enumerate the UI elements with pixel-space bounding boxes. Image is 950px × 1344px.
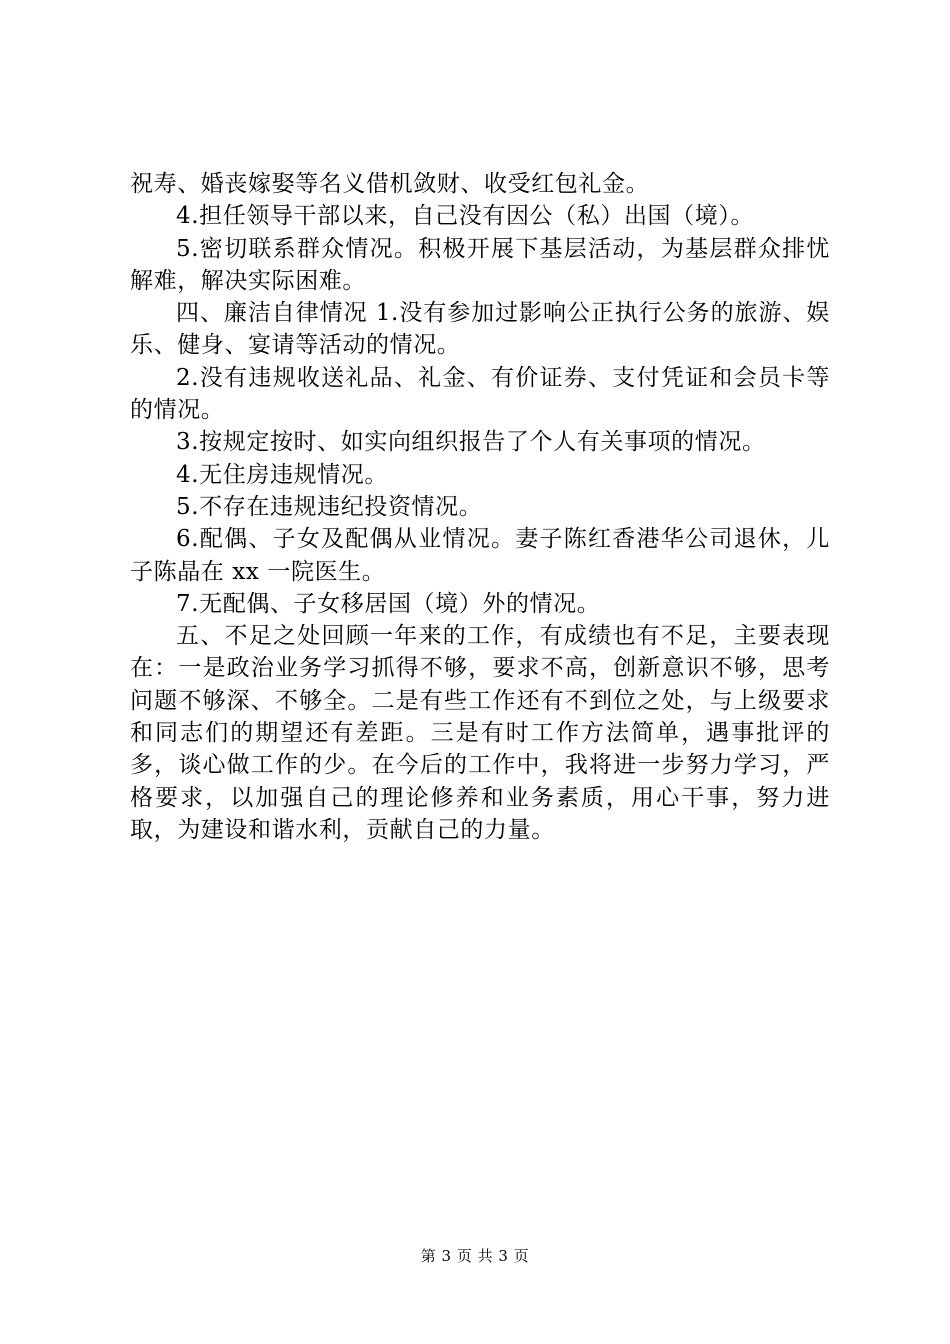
paragraph-section-4-item-3: 3.按规定按时、如实向组织报告了个人有关事项的情况。 <box>176 429 766 456</box>
paragraph-section-4-item-4: 4.无住房违规情况。 <box>176 461 388 488</box>
paragraph-item-4: 4.担任领导干部以来，自己没有因公（私）出国（境）。 <box>176 203 755 230</box>
paragraph-section-4: 四、廉洁自律情况 1.没有参加过影响公正执行公务的旅游、娱乐、健身、宴请等活动的情况。 <box>130 300 830 359</box>
page-footer: 第 3 页 共 3 页 <box>420 1247 530 1265</box>
paragraph-section-4-item-2: 2.没有违规收送礼品、礼金、有价证券、支付凭证和会员卡等的情况。 <box>130 364 830 424</box>
paragraph-section-4-item-5: 5.不存在违规违纪投资情况。 <box>176 493 483 520</box>
paragraph-continuation: 祝寿、婚丧嫁娶等名义借机敛财、收受红包礼金。 <box>130 171 650 197</box>
document-body <box>130 168 830 846</box>
paragraph-section-5: 五、不足之处回顾一年来的工作，有成绩也有不足，主要表现在：一是政治业务学习抓得不够，要求不高，创新意识不够，思考问题不够深、不够全。二是有些工作还有不到位之处，与上级要求和同志们的期望还有差距。三是有时工作方法简单，遇事批评的多，谈心做工作的少。在今后的工作中，我将进一步努力学习，严格要求，以加强自己的理论修养和业务素质，用心干事，努力进取，为建设和谐水利，贡献自己的力量。 <box>130 623 830 843</box>
paragraph-section-4-item-6: 6.配偶、子女及配偶从业情况。妻子陈红香港华公司退休，儿子陈晶在 xx 一院医生。 <box>130 526 830 585</box>
paragraph-item-5: 5.密切联系群众情况。积极开展下基层活动，为基层群众排忧解难，解决实际困难。 <box>130 235 830 294</box>
paragraph-section-4-item-7: 7.无配偶、子女移居国（境）外的情况。 <box>176 590 601 617</box>
